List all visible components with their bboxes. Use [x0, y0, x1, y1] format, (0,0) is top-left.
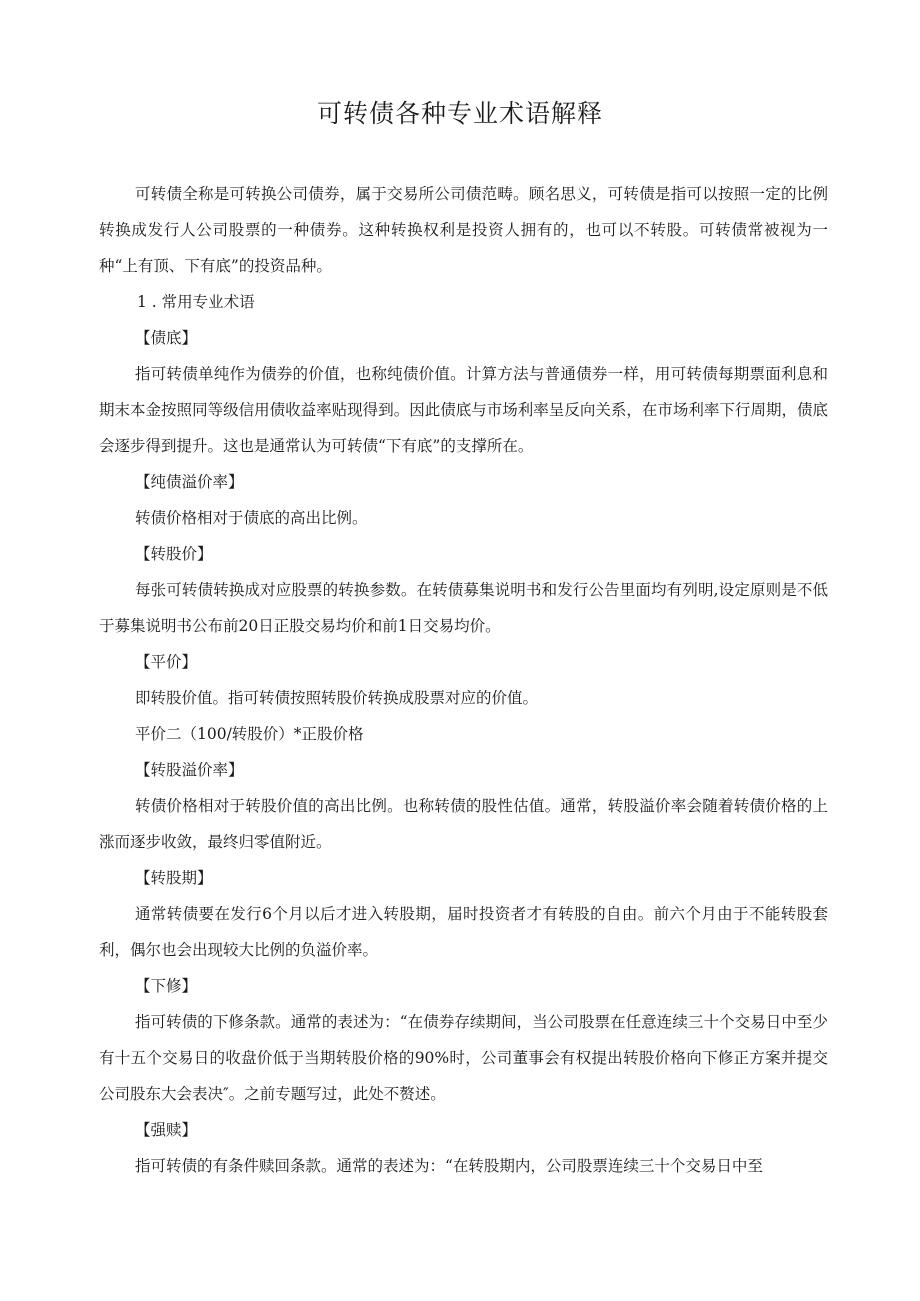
term-text-zhaidi: 指可转债单纯作为债券的价值，也称纯债价值。计算方法与普通债券一样，用可转债每期票面利息和期末本金按照同等级信用债收益率贴现得到。因此债底与市场利率呈反向关系，在市场利率下行周期，债底会逐步得到提升。这也是通常认为可转债“下有底”的支撑所在。 [99, 365, 828, 455]
term-text-xiaxiu: 指可转债的下修条款。通常的表述为：“在债券存续期间，当公司股票在任意连续三十个交易日中至少有十五个交易日的收盘价低于当期转股价格的90%时，公司董事会有权提出转股价格向下修正方案并提交公司股东大会表决″。之前专题写过，此处不赘述。 [99, 1013, 828, 1103]
term-formula-pingjia: 平价二（100/转股价）*正股价格 [135, 725, 364, 743]
term-label-pingjia: 【平价】 [135, 653, 198, 671]
term-text-zhuanguj: 每张可转债转换成对应股票的转换参数。在转债募集说明书和发行公告里面均有列明,设定原则是不低于募集说明书公布前20日正股交易均价和前1日交易均价。 [99, 581, 828, 635]
term-text-zhuangu-yijialv: 转债价格相对于转股价值的高出比例。也称转债的股性估值。通常，转股溢价率会随着转债价格的上涨而逐步收敛，最终归零值附近。 [99, 797, 828, 851]
term-label-xiaxiu: 【下修】 [135, 977, 198, 995]
term-text-qiangshu: 指可转债的有条件赎回条款。通常的表述为：“在转股期内，公司股票连续三十个交易日中至 [135, 1157, 763, 1175]
term-label-chunzhai-yijialv: 【纯债溢价率】 [135, 473, 244, 491]
intro-paragraph: 可转债全称是可转换公司债券，属于交易所公司债范畴。顾名思义，可转债是指可以按照一定的比例转换成发行人公司股票的一种债券。这种转换权利是投资人拥有的，也可以不转股。可转债常被视为一种“上有顶、下有底”的投资品种。 [99, 185, 828, 275]
term-text-chunzhai-yijialv: 转债价格相对于债底的高出比例。 [135, 509, 368, 527]
document-title: 可转债各种专业术语解释 [316, 99, 603, 128]
term-label-zhuanguqi: 【转股期】 [135, 869, 213, 887]
term-label-zhuanguj: 【转股价】 [135, 545, 213, 563]
term-text-zhuanguqi: 通常转债要在发行6个月以后才进入转股期，届时投资者才有转股的自由。前六个月由于不能转股套利，偶尔也会出现较大比例的负溢价率。 [99, 905, 828, 959]
term-label-qiangshu: 【强赎】 [135, 1121, 198, 1139]
section-heading: 1 . 常用专业术语 [137, 293, 255, 311]
term-label-zhuangu-yijialv: 【转股溢价率】 [135, 761, 244, 779]
term-label-zhaidi: 【债底】 [135, 329, 198, 347]
term-text-pingjia: 即转股价值。指可转债按照转股价转换成股票对应的价值。 [135, 689, 539, 707]
document-body [99, 176, 828, 1184]
